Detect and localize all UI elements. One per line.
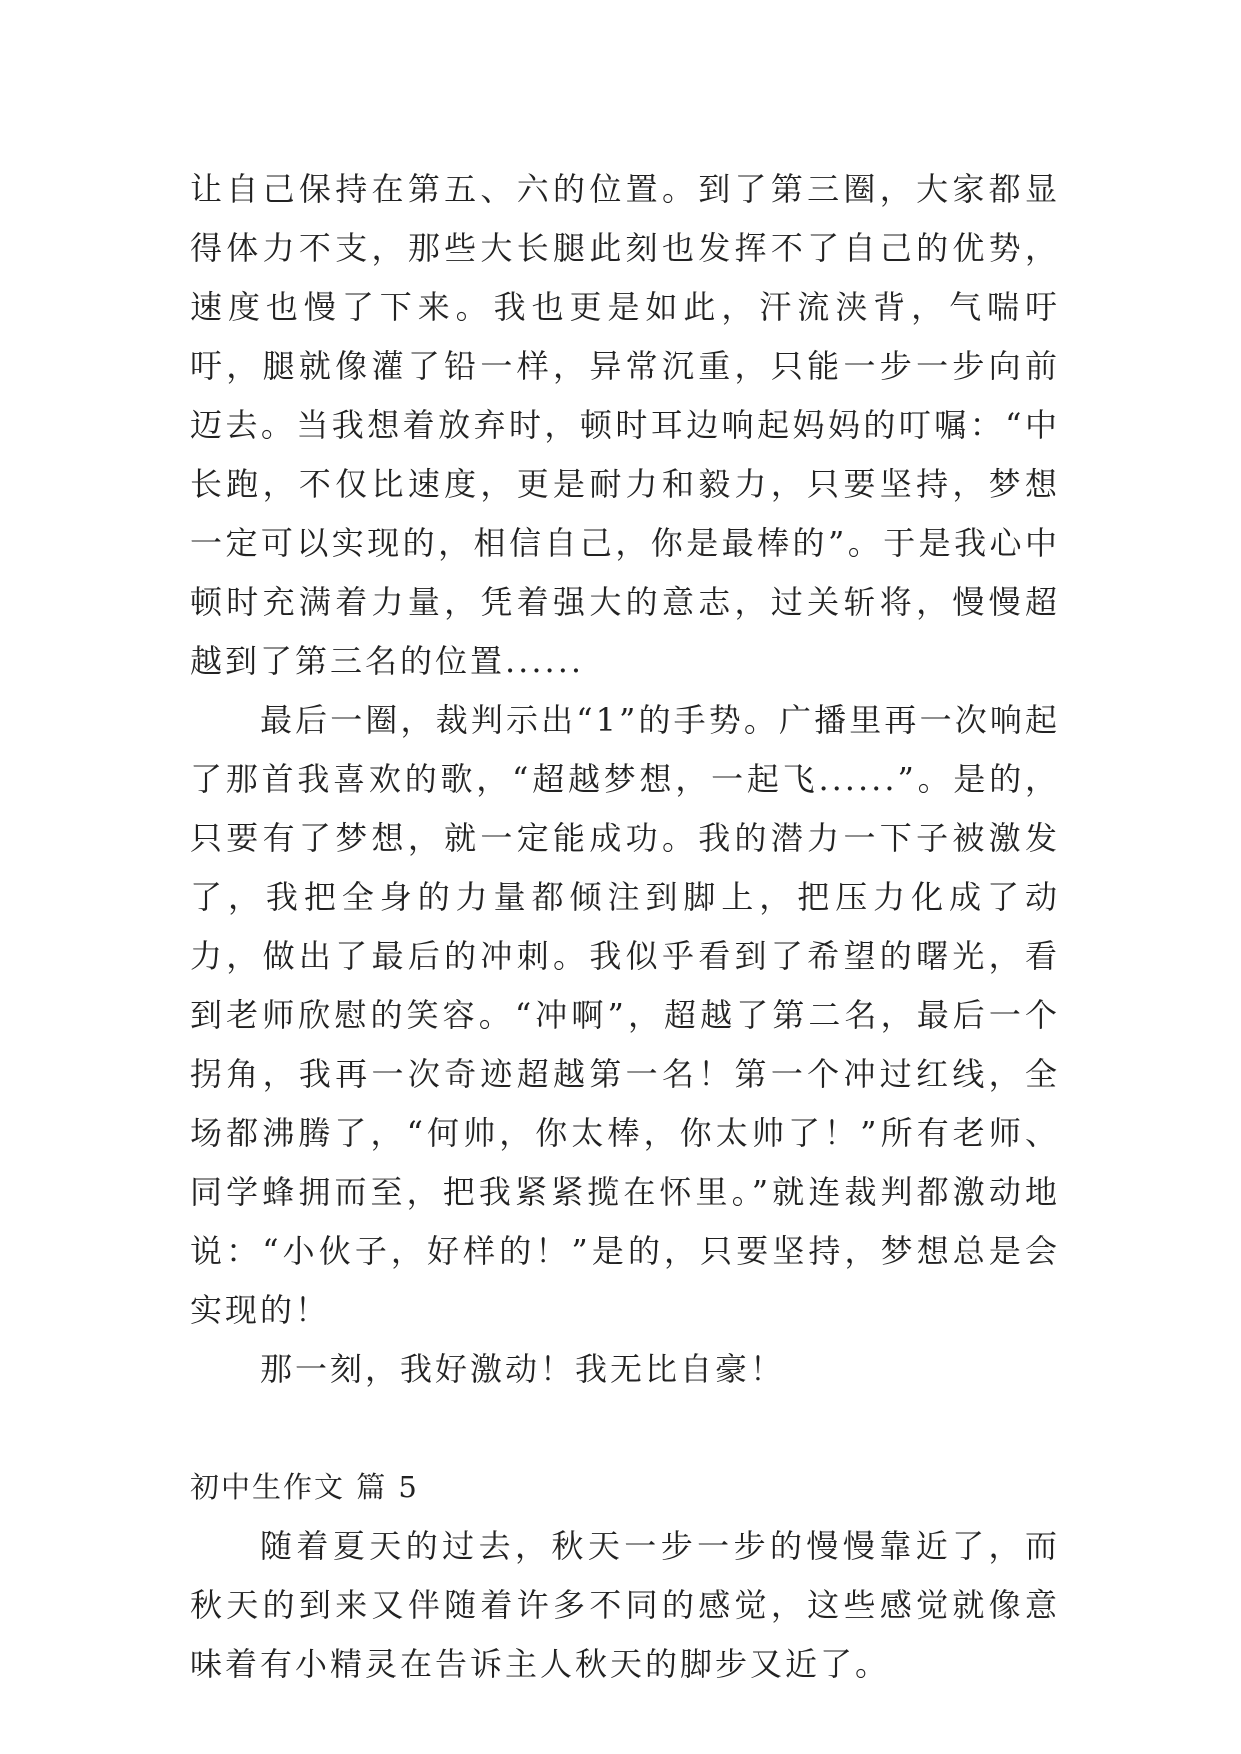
paragraph-race-conclusion: 那一刻，我好激动！我无比自豪！ <box>260 1350 786 1388</box>
essay-heading: 初中生作文 篇 5 <box>190 1470 419 1504</box>
document-page <box>190 160 1060 1694</box>
paragraph-race-final-lap: 最后一圈，裁判示出“1”的手势。广播里再一次响起了那首我喜欢的歌，“超越梦想，一起飞......”。是的，只要有了梦想，就一定能成功。我的潜力一下子被激发了，我把全身的力量都倾注到脚上，把压力化成了动力，做出了最后的冲刺。我似乎看到了希望的曙光，看到老师欣慰的笑容。“冲啊”，超越了第二名，最后一个拐角，我再一次奇迹超越第一名！第一个冲过红线，全场都沸腾了，“何帅，你太棒，你太帅了！”所有老师、同学蜂拥而至，把我紧紧揽在怀里。”就连裁判都激动地说：“小伙子，好样的！”是的，只要坚持，梦想总是会实现的！ <box>190 701 1060 1329</box>
paragraph-autumn-intro: 随着夏天的过去，秋天一步一步的慢慢靠近了，而秋天的到来又伴随着许多不同的感觉，这些感觉就像意味着有小精灵在告诉主人秋天的脚步又近了。 <box>190 1527 1060 1683</box>
paragraph-race-third-lap: 让自己保持在第五、六的位置。到了第三圈，大家都显得体力不支，那些大长腿此刻也发挥不了自己的优势，速度也慢了下来。我也更是如此，汗流浃背，气喘吁吁，腿就像灌了铅一样，异常沉重，只能一步一步向前迈去。当我想着放弃时，顿时耳边响起妈妈的叮嘱：“中长跑，不仅比速度，更是耐力和毅力，只要坚持，梦想一定可以实现的，相信自己，你是最棒的”。于是我心中顿时充满着力量，凭着强大的意志，过关斩将，慢慢超越到了第三名的位置...... <box>190 170 1060 680</box>
